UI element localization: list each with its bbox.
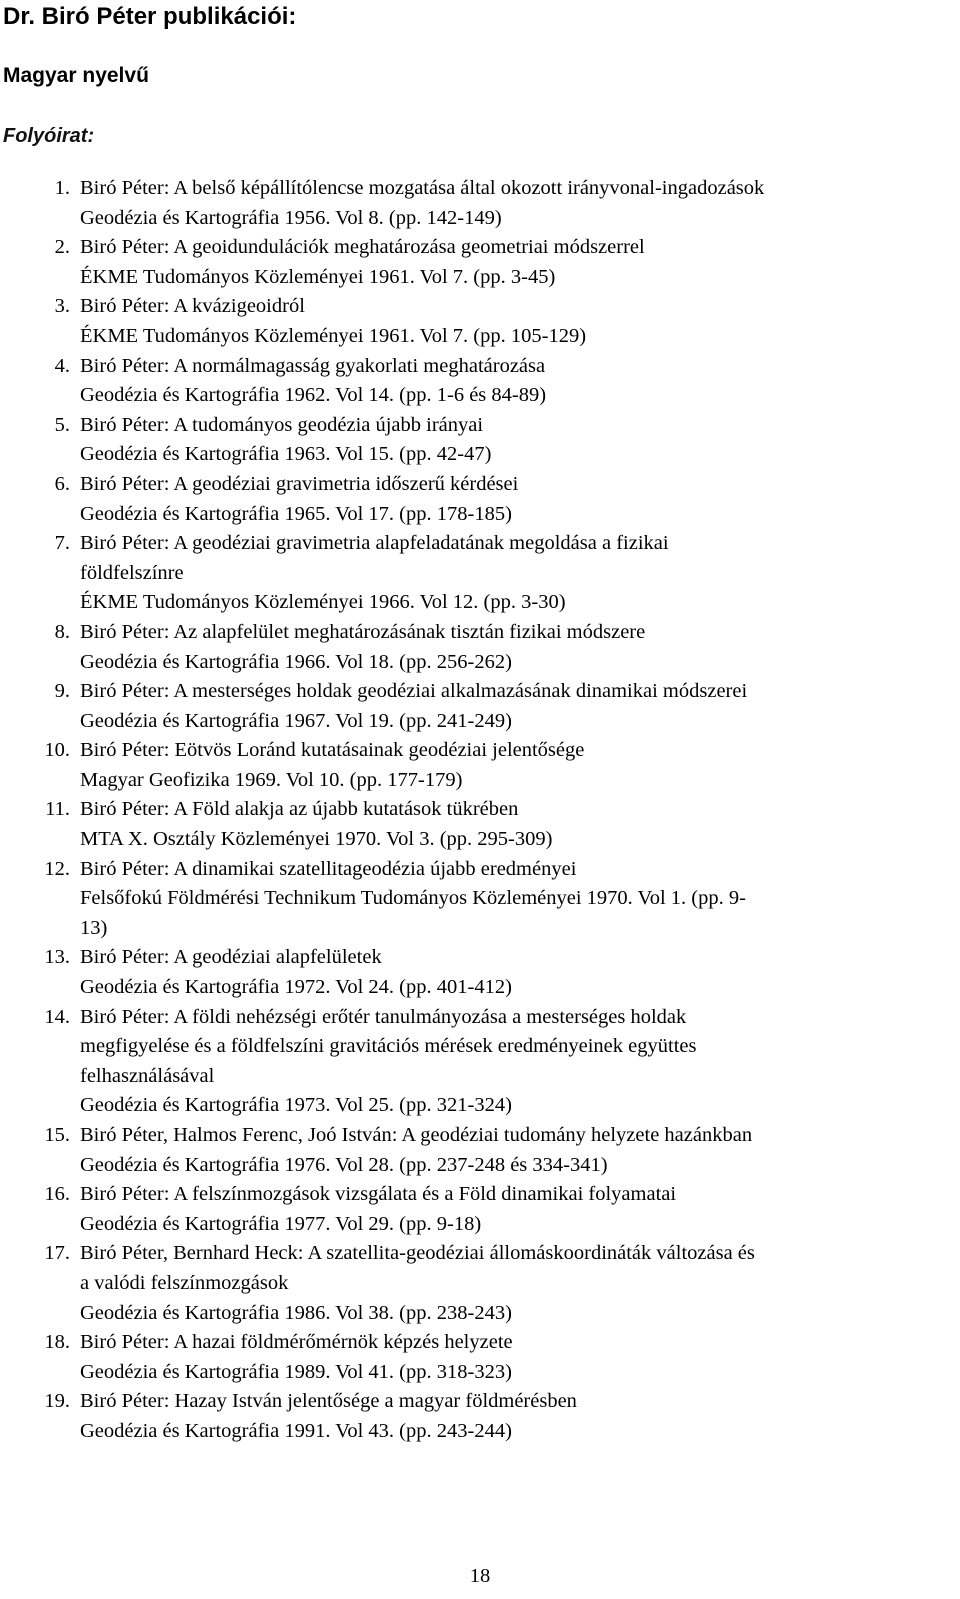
publication-number: 16. <box>44 1183 70 1206</box>
publication-line: 13) <box>80 916 108 939</box>
publication-line: Biró Péter: A dinamikai szatellitageodézia újabb eredményei <box>80 857 577 880</box>
publication-number: 5. <box>54 413 70 436</box>
publication-line: Biró Péter: A geodéziai gravimetria alapfeladatának megoldása a fizikai <box>80 532 669 555</box>
publication-number: 11. <box>45 798 70 821</box>
publication-line: Geodézia és Kartográfia 1977. Vol 29. (pp. 9-18) <box>80 1212 482 1235</box>
publication-line: Geodézia és Kartográfia 1986. Vol 38. (pp. 238-243) <box>80 1301 512 1324</box>
section-heading: Folyóirat: <box>3 125 95 147</box>
publication-line: felhasználásával <box>80 1064 215 1087</box>
publication-number: 1. <box>54 177 70 199</box>
publication-line: Biró Péter: A geodéziai alapfelületek <box>80 946 382 969</box>
publication-item <box>0 736 960 795</box>
publication-item <box>0 795 960 854</box>
publication-item <box>0 233 960 292</box>
publication-line: Geodézia és Kartográfia 1963. Vol 15. (pp. 42-47) <box>80 443 492 466</box>
publication-line: Geodézia és Kartográfia 1965. Vol 17. (pp. 178-185) <box>80 502 512 525</box>
publication-line: Geodézia és Kartográfia 1962. Vol 14. (pp. 1-6 és 84-89) <box>80 384 547 407</box>
publication-item <box>0 1003 960 1121</box>
publication-line: Geodézia és Kartográfia 1972. Vol 24. (pp. 401-412) <box>80 976 512 999</box>
publication-line: megfigyelése és a földfelszíni gravitációs mérések eredményeinek együttes <box>80 1035 697 1058</box>
publication-line: ÉKME Tudományos Közleményei 1961. Vol 7. (pp. 105-129) <box>80 324 587 347</box>
publication-line: Biró Péter: A Föld alakja az újabb kutatások tükrében <box>80 798 519 821</box>
page-title: Dr. Biró Péter publikációi: <box>3 3 297 30</box>
publication-line: Geodézia és Kartográfia 1956. Vol 8. (pp. 142-149) <box>80 206 502 229</box>
publication-item <box>0 470 960 529</box>
publication-number: 3. <box>54 295 70 318</box>
publication-line: Biró Péter: Az alapfelület meghatározásának tisztán fizikai módszere <box>80 620 646 643</box>
publication-line: ÉKME Tudományos Közleményei 1961. Vol 7. (pp. 3-45) <box>80 265 556 288</box>
publication-line: Geodézia és Kartográfia 1966. Vol 18. (pp. 256-262) <box>80 650 512 673</box>
publication-number: 18. <box>44 1331 70 1354</box>
publication-number: 13. <box>44 946 70 969</box>
publication-line: Biró Péter: A földi nehézségi erőtér tanulmányozása a mesterséges holdak <box>80 1005 687 1028</box>
publication-item <box>0 529 960 618</box>
publication-line: Biró Péter, Bernhard Heck: A szatellita-geodéziai állomáskoordináták változása és <box>80 1242 755 1265</box>
publication-line: Biró Péter: A belső képállítólencse mozgatása által okozott irányvonal-ingadozások <box>80 177 765 199</box>
publication-item <box>0 618 960 677</box>
publication-line: a valódi felszínmozgások <box>80 1271 289 1294</box>
publication-item <box>0 352 960 411</box>
publication-number: 9. <box>54 680 70 703</box>
publication-line: Biró Péter: A mesterséges holdak geodéziai alkalmazásának dinamikai módszerei <box>80 680 748 703</box>
publication-item <box>0 1328 960 1387</box>
publication-item <box>0 677 960 736</box>
publication-line: Biró Péter: A geodéziai gravimetria időszerű kérdései <box>80 472 519 495</box>
publication-line: Geodézia és Kartográfia 1989. Vol 41. (pp. 318-323) <box>80 1360 512 1383</box>
publication-item <box>0 1239 960 1328</box>
publication-line: Biró Péter: A hazai földmérőmérnök képzés helyzete <box>80 1331 513 1354</box>
publication-line: Biró Péter: A tudományos geodézia újabb irányai <box>80 413 484 436</box>
publication-item <box>0 1121 960 1180</box>
publication-line: Biró Péter: Eötvös Loránd kutatásainak geodéziai jelentősége <box>80 739 585 762</box>
publication-line: Magyar Geofizika 1969. Vol 10. (pp. 177-179) <box>80 768 463 791</box>
publication-line: Felsőfokú Földmérési Technikum Tudományos Közleményei 1970. Vol 1. (pp. 9- <box>80 887 746 910</box>
publication-number: 7. <box>54 532 70 555</box>
publication-number: 15. <box>44 1124 70 1146</box>
publication-line: Geodézia és Kartográfia 1976. Vol 28. (pp. 237-248 és 334-341) <box>80 1153 608 1176</box>
publication-line: Geodézia és Kartográfia 1991. Vol 43. (pp. 243-244) <box>80 1419 512 1442</box>
publication-number: 2. <box>54 236 70 259</box>
publication-number: 19. <box>44 1390 70 1413</box>
publication-number: 10. <box>44 739 70 762</box>
publication-line: Biró Péter: A geoidundulációk meghatározása geometriai módszerrel <box>80 236 645 259</box>
publication-line: Biró Péter: A kvázigeoidról <box>80 295 305 318</box>
publication-line: földfelszínre <box>80 561 184 584</box>
publication-item <box>0 1387 960 1446</box>
publication-line: Geodézia és Kartográfia 1973. Vol 25. (pp. 321-324) <box>80 1094 512 1117</box>
publication-item <box>0 1180 960 1239</box>
publication-line: MTA X. Osztály Közleményei 1970. Vol 3. (pp. 295-309) <box>80 828 553 851</box>
publication-number: 14. <box>44 1005 70 1028</box>
publication-number: 8. <box>54 620 70 643</box>
publication-line: Biró Péter, Halmos Ferenc, Joó István: A geodéziai tudomány helyzete hazánkban <box>80 1124 753 1146</box>
publication-item <box>0 411 960 470</box>
publication-list <box>0 174 960 1447</box>
page-number: 18 <box>469 1565 491 1587</box>
publication-line: Biró Péter: A felszínmozgások vizsgálata és a Föld dinamikai folyamatai <box>80 1183 677 1206</box>
publication-number: 4. <box>54 354 70 377</box>
publication-number: 6. <box>54 472 70 495</box>
publication-item <box>0 855 960 944</box>
publication-line: Biró Péter: A normálmagasság gyakorlati meghatározása <box>80 354 546 377</box>
language-heading: Magyar nyelvű <box>3 64 149 87</box>
publication-item <box>0 174 960 233</box>
publication-number: 12. <box>44 857 70 880</box>
publication-line: Biró Péter: Hazay István jelentősége a magyar földmérésben <box>80 1390 577 1413</box>
publication-line: Geodézia és Kartográfia 1967. Vol 19. (pp. 241-249) <box>80 709 512 732</box>
publication-line: ÉKME Tudományos Közleményei 1966. Vol 12. (pp. 3-30) <box>80 591 566 614</box>
publication-item <box>0 943 960 1002</box>
publication-number: 17. <box>44 1242 70 1265</box>
publication-item <box>0 292 960 351</box>
